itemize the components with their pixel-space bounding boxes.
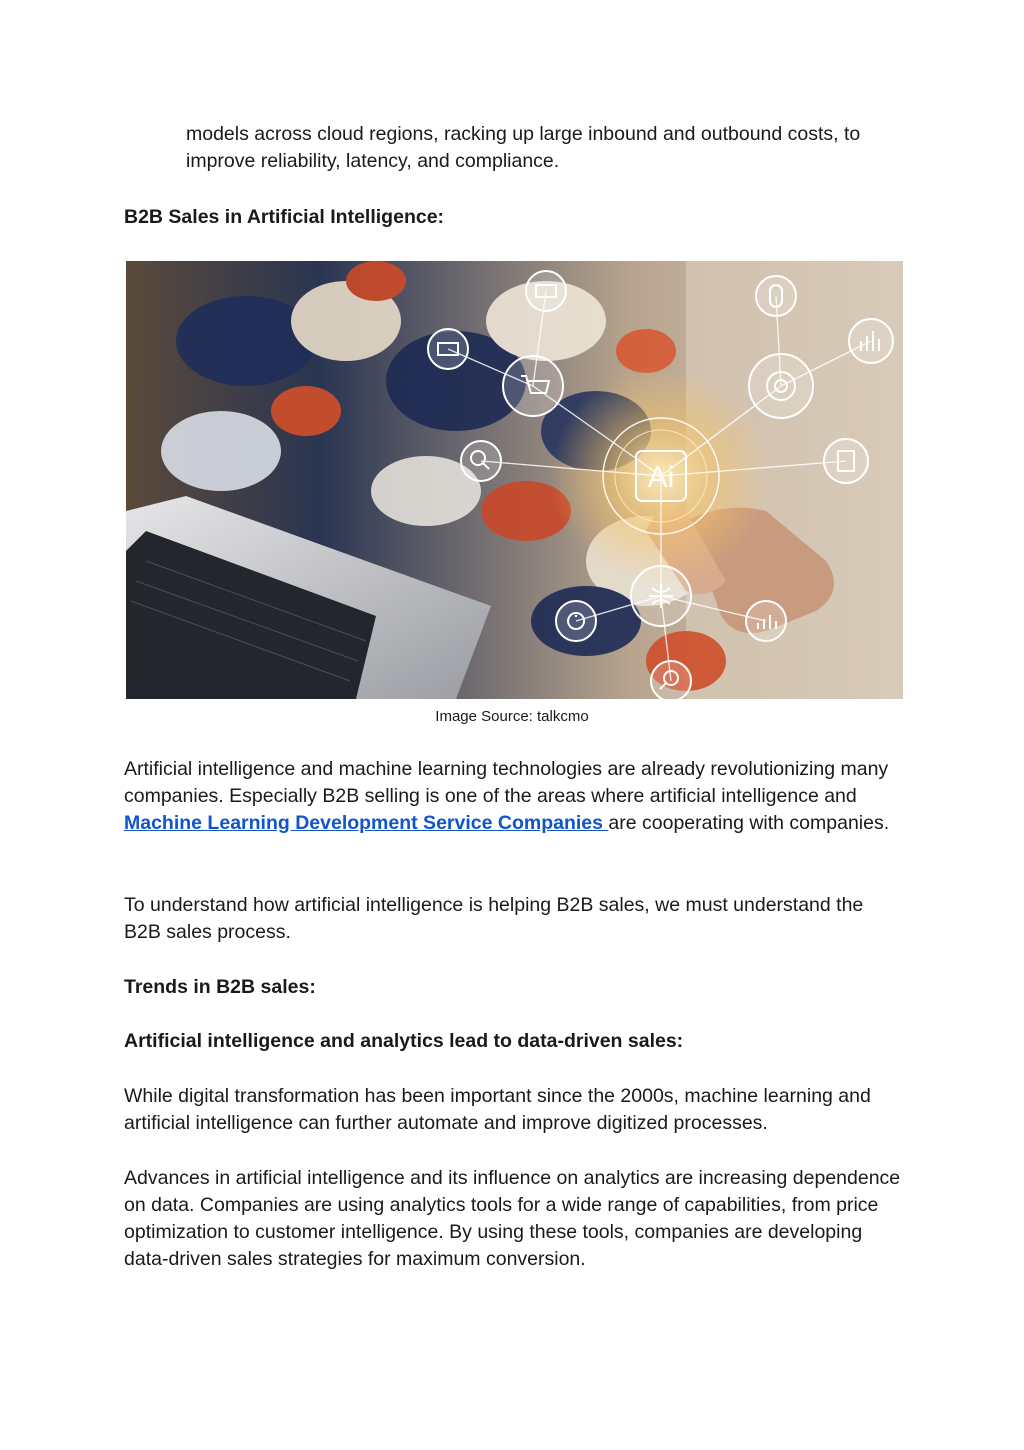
ml-development-link[interactable]: Machine Learning Development Service Companies	[124, 812, 609, 834]
intro-paragraph	[186, 121, 916, 175]
image-caption: Image Source: talkcmo	[435, 708, 589, 725]
paragraph-ai-ml	[124, 756, 904, 837]
paragraph-digital-transformation: While digital transformation has been important since the 2000s, machine learning and artificial intelligence can further automate and improve digitized processes.	[124, 1085, 871, 1134]
paragraph-ai-ml-text-2: are cooperating with companies.	[608, 812, 890, 834]
intro-line-1: models across cloud regions, racking up large inbound and outbound costs, to	[186, 123, 861, 145]
heading-analytics: Artificial intelligence and analytics lead to data-driven sales:	[124, 1030, 684, 1052]
intro-line-2: improve reliability, latency, and compliance.	[186, 150, 560, 172]
heading-b2b-sales: B2B Sales in Artificial Intelligence:	[124, 206, 445, 228]
paragraph-ai-ml-text-1: Artificial intelligence and machine learning technologies are already revolutionizing many companies. Especially B2B selling is one of the areas where artificial intelligence and	[124, 758, 889, 807]
ai-chip-label: Ai	[647, 461, 675, 494]
paragraph-understand-b2b: To understand how artificial intelligence is helping B2B sales, we must understand the B2B sales process.	[124, 894, 864, 943]
heading-trends: Trends in B2B sales:	[124, 976, 316, 998]
hero-image	[126, 261, 903, 699]
paragraph-analytics-advances: Advances in artificial intelligence and its influence on analytics are increasing dependence on data. Companies are using analytics tools for a wide range of capabilities, from price optimization to customer intelligence. By using these tools, companies are developing data-driven sales strategies for maximum conversion.	[124, 1167, 901, 1270]
